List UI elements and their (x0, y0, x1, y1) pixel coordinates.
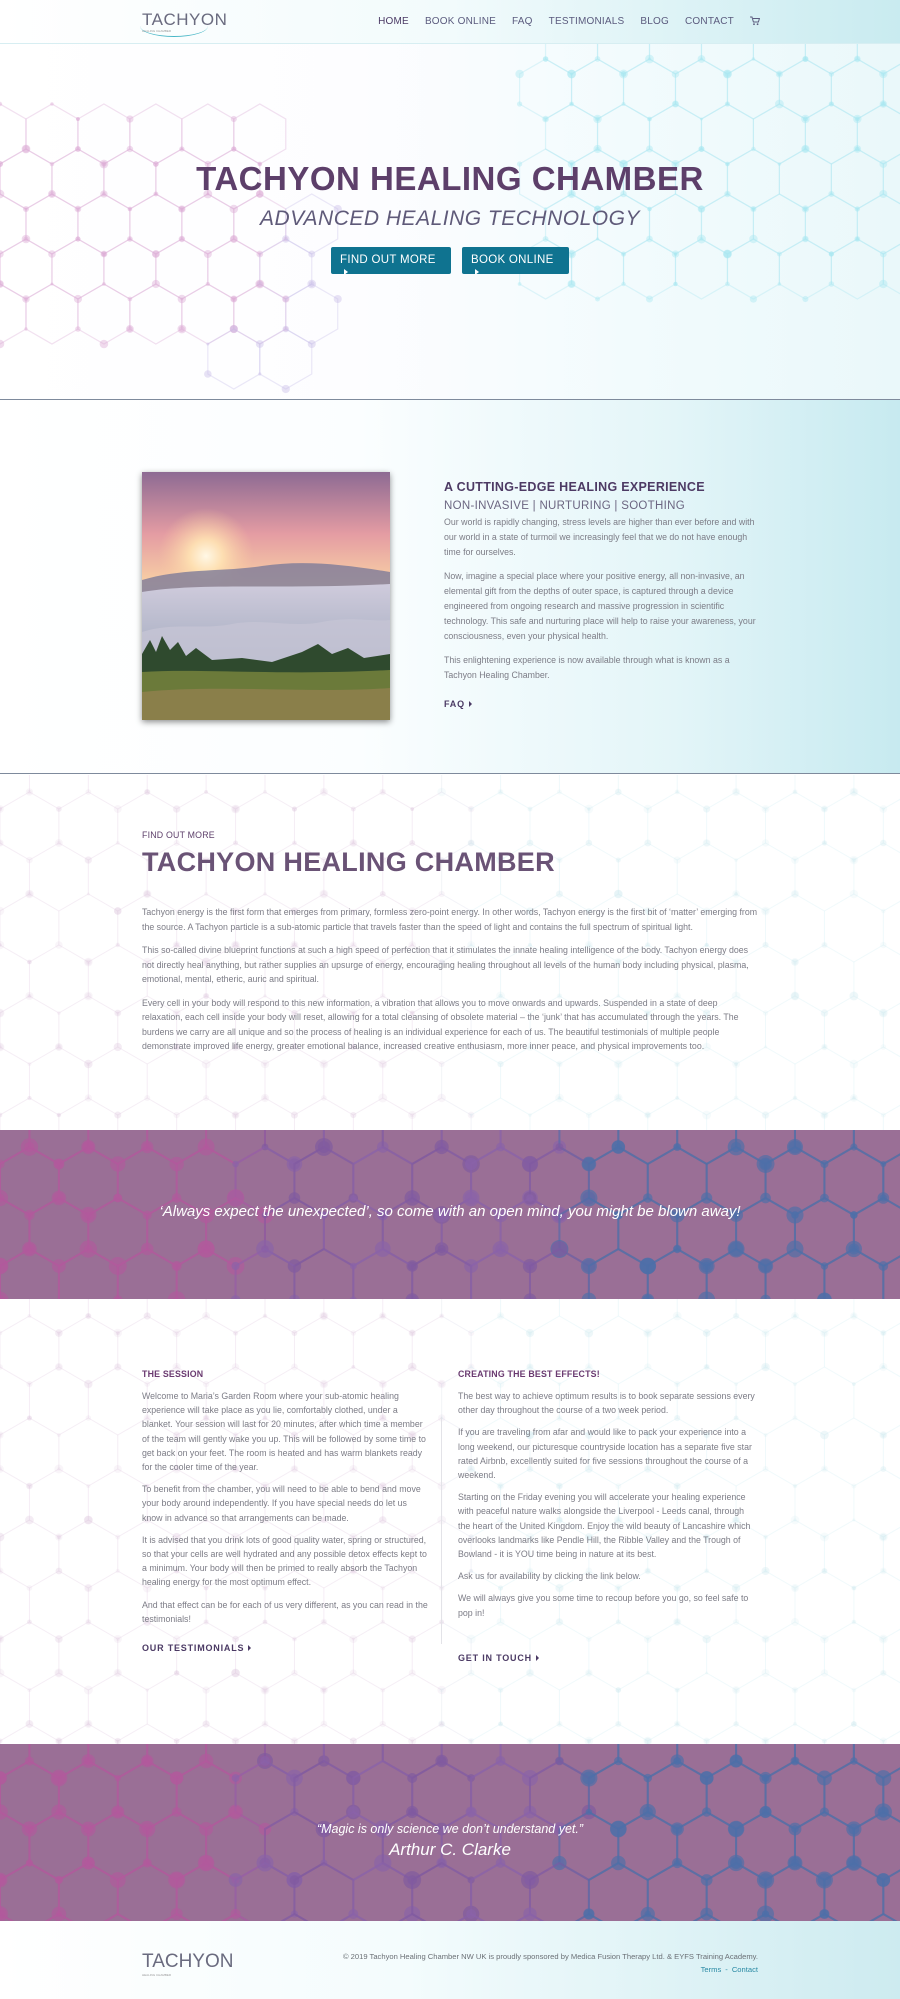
experience-text (444, 480, 758, 711)
molecule-background (0, 1299, 900, 1744)
quote-band (0, 1130, 900, 1299)
effects-column (458, 1369, 758, 1665)
site-header (0, 0, 900, 44)
find-out-more-section (0, 775, 900, 1130)
body-paragraph: This so-called divine blueprint functions at such a high speed of perfection that it stimulates the innate healing intelligence of the body. Tachyon energy does not directly heal anything, but rather supplies an upsurge of energy, encouraging healing throughout all levels of the human body including physical, plasma, emotional, mental, etheric, auric and spiritual. (142, 945, 749, 984)
session-paragraph: Welcome to Maria’s Garden Room where your sub-atomic healing experience will take place as you lie, comfortably clothed, under a blanket. Your session will last for 20 minutes, after which time a member of the team will gently wake you up. This will be followed by some time to get back on your feet. The room is heated and has warm blankets ready for the cooler time of the year. (142, 1391, 426, 1473)
effects-heading: CREATING THE BEST EFFECTS! (458, 1369, 600, 1379)
session-paragraph: To benefit from the chamber, you will need to be able to bend and move your body around independently. If you have special needs do let us know in advance so that arrangements can be made. (142, 1484, 421, 1523)
quote-text: ‘Always expect the unexpected’, so come with an open mind, you might be blown away! (159, 1203, 741, 1220)
nav-faq[interactable]: FAQ (512, 16, 533, 27)
faq-link[interactable]: FAQ (444, 699, 472, 709)
footer-links (701, 1965, 758, 1974)
quote-text: “Magic is only science we don’t understand yet.” (316, 1822, 584, 1836)
session-section (0, 1299, 900, 1744)
cart-icon[interactable] (750, 16, 760, 29)
logo-tagline: HEALING CHAMBER (142, 1973, 172, 1977)
nav-contact[interactable]: CONTACT (685, 16, 734, 27)
site-logo[interactable] (142, 10, 227, 33)
contact-link[interactable]: Contact (731, 1965, 758, 1974)
link-separator: - (725, 1965, 728, 1974)
effects-paragraph: The best way to achieve optimum results is to book separate sessions every other day throughout the course of a two week period. (458, 1391, 755, 1416)
hero-subtitle: ADVANCED HEALING TECHNOLOGY (260, 207, 640, 230)
copyright-text: © 2019 Tachyon Healing Chamber NW UK is proudly sponsored by Medica Fusion Therapy Ltd. & EYFS Training Academy. (342, 1952, 758, 1961)
session-paragraph: And that effect can be for each of us very different, as you can read in the testimonials! (142, 1599, 428, 1624)
section-body (142, 905, 758, 1063)
nav-book-online[interactable]: BOOK ONLINE (424, 16, 497, 27)
experience-paragraph: This enlightening experience is now available through what is known as a Tachyon Healing Chamber. (444, 655, 730, 680)
body-paragraph: Tachyon energy is the first form that emerges from primary, formless zero-point energy. In other words, Tachyon energy is the first bit of ‘matter’ emerging from the source. A Tachyon particle is a sub-atomic particle that travels faster than the speed of light and contains the full spectrum of spiritual light. (142, 907, 758, 932)
book-online-button[interactable]: BOOK ONLINE (462, 247, 569, 274)
logo-text: TACHYON (142, 10, 228, 29)
nav-testimonials[interactable]: TESTIMONIALS (548, 16, 625, 27)
effects-paragraph: We will always give you some time to recoup before you go, so feel safe to pop in! (458, 1593, 749, 1618)
terms-link[interactable]: Terms (700, 1965, 722, 1974)
main-nav (378, 16, 760, 29)
session-paragraph: It is advised that you drink lots of good quality water, spring or structured, so that your cells are well hydrated and any possible detox effects kept to a minimum. Your body will then be primed to really absorb the Tachyon healing energy for the most optimum effect. (142, 1534, 427, 1588)
get-in-touch-link[interactable]: GET IN TOUCH (458, 1653, 539, 1663)
session-heading: THE SESSION (142, 1369, 204, 1379)
effects-paragraph: Starting on the Friday evening you will accelerate your healing experience with peaceful nature walks alongside the Liverpool - Leeds canal, through the heart of the United Kingdom. Enjoy the wild beauty of Lancashire which overlooks landmarks like Pendle Hill, the Ribble Valley and the Trough of Bowland - it is YOU time being in nature at its best. (458, 1492, 751, 1560)
quote-band (0, 1744, 900, 1921)
logo-swoosh (140, 15, 208, 37)
session-column (142, 1369, 428, 1655)
hero-title: TACHYON HEALING CHAMBER (196, 160, 704, 197)
experience-paragraph: Our world is rapidly changing, stress levels are higher than ever before and with our world in a state of turmoil we increasingly feel that we do not have enough time for ourselves. (444, 517, 755, 557)
our-testimonials-link[interactable]: OUR TESTIMONIALS (142, 1643, 251, 1653)
section-title: TACHYON HEALING CHAMBER (142, 847, 555, 877)
column-divider (441, 1417, 442, 1644)
effects-paragraph: If you are traveling from afar and would like to pack your experience into a long weekend, our picturesque countryside location has a separate five star rated Airbnb, excellently suited for five sessions throughout the course of a weekend. (458, 1427, 752, 1481)
site-footer (0, 1921, 900, 1999)
nav-home[interactable]: HOME (378, 16, 409, 27)
quote-author: Arthur C. Clarke (389, 1840, 511, 1859)
effects-paragraph: Ask us for availability by clicking the link below. (458, 1571, 641, 1582)
find-out-more-button[interactable]: FIND OUT MORE (331, 247, 451, 274)
section-kicker: FIND OUT MORE (142, 830, 215, 840)
hero-section (0, 44, 900, 399)
body-paragraph: Every cell in your body will respond to this new information, a vibration that allows you to move onwards and upwards. Suspended in a state of deep relaxation, each cell inside your body will reset, allowing for a total cleansing of obsolete material – the ‘junk’ that has accumulated through the years. The burdens we carry are all unique and so the process of healing is an individual experience for each of us. The beautiful testimonials of multiple people demonstrate improved life energy, greater emotional balance, increased creative enthusiasm, more inner peace, and physical improvements too. (142, 997, 739, 1051)
nav-blog[interactable]: BLOG (640, 16, 669, 27)
sunrise-landscape-image (142, 472, 390, 720)
experience-subheading: NON-INVASIVE | NURTURING | SOOTHING (444, 500, 685, 512)
experience-paragraph: Now, imagine a special place where your positive energy, all non-invasive, an elemental gift from the depths of outer space, is captured through a device engineered from ongoing research and massive progression in scientific technology. This safe and nurturing place will help to raise your awareness, your consciousness, even your physical health. (444, 571, 756, 641)
logo-text: TACHYON (142, 1951, 234, 1972)
footer-logo[interactable] (142, 1951, 233, 1977)
experience-section (0, 399, 900, 774)
experience-heading: A CUTTING-EDGE HEALING EXPERIENCE (444, 480, 705, 494)
logo-tagline: HEALING CHAMBER (142, 29, 172, 33)
